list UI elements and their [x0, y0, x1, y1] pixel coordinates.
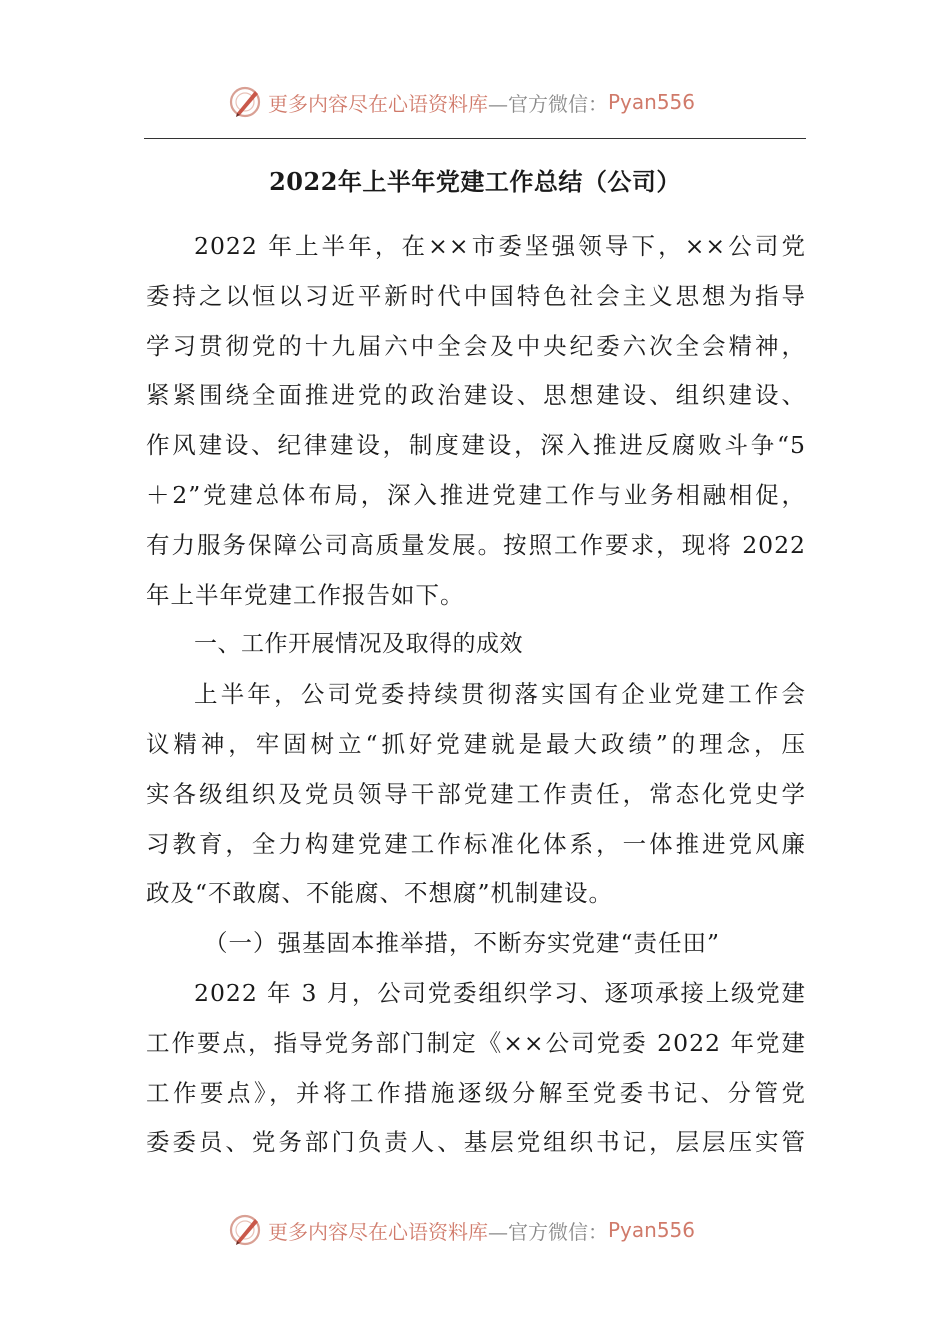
body-line: 有力服务保障公司高质量发展。按照工作要求，现将 2022: [146, 530, 806, 559]
document-title: 2022年上半年党建工作总结（公司）: [269, 167, 681, 196]
body-line: 2022 年上半年，在××市委坚强领导下，××公司党: [194, 232, 806, 260]
body-line: 习教育，全力构建党建工作标准化体系，一体推进党风廉: [146, 829, 806, 858]
footer-brand-text: 更多内容尽在心语资料库: [268, 1219, 488, 1244]
body-line: 年上半年党建工作报告如下。: [146, 580, 465, 609]
body-line: 委持之以恒以习近平新时代中国特色社会主义思想为指导: [146, 281, 806, 310]
body-line: 学习贯彻党的十九届六中全会及中央纪委六次全会精神，: [146, 331, 806, 360]
body-line: 议精神，牢固树立“抓好党建就是最大政绩”的理念，压: [146, 729, 806, 758]
pen-logo-icon: [228, 1212, 264, 1248]
body-line: ＋2”党建总体布局，深入推进党建工作与业务相融相促，: [146, 480, 806, 509]
body-line: 工作要点，指导党务部门制定《××公司党委 2022 年党建: [146, 1028, 806, 1057]
body-line: 委委员、党务部门负责人、基层党组织书记，层层压实管: [146, 1128, 806, 1157]
body-line: 2022 年 3 月，公司党委组织学习、逐项承接上级党建: [194, 978, 806, 1007]
body-line: 作风建设、纪律建设，制度建设，深入推进反腐败斗争“5: [146, 431, 806, 460]
header-divider: [144, 138, 806, 139]
body-line: 紧紧围绕全面推进党的政治建设、思想建设、组织建设、: [146, 381, 806, 410]
header-wechat-id: Pyan556: [608, 90, 696, 114]
footer-separator-text: —官方微信：: [488, 1219, 608, 1244]
pen-logo-icon: [228, 84, 264, 120]
header-watermark: [228, 82, 695, 122]
header-brand-text: 更多内容尽在心语资料库: [268, 91, 488, 116]
body-line: 政及“不敢腐、不能腐、不想腐”机制建设。: [146, 879, 614, 908]
subsection-heading: （一）强基固本推举措，不断夯实党建“责任田”: [204, 929, 721, 958]
body-line: 工作要点》，并将工作措施逐级分解至党委书记、分管党: [146, 1078, 806, 1107]
footer-watermark: [228, 1210, 695, 1250]
header-separator-text: —官方微信：: [488, 91, 608, 116]
body-line: 实各级组织及党员领导干部党建工作责任，常态化党史学: [146, 779, 806, 808]
document-body: [146, 222, 806, 1168]
footer-wechat-id: Pyan556: [608, 1218, 696, 1242]
section-heading: 一、工作开展情况及取得的成效: [194, 631, 523, 658]
body-line: 上半年，公司党委持续贯彻落实国有企业党建工作会: [194, 680, 806, 709]
